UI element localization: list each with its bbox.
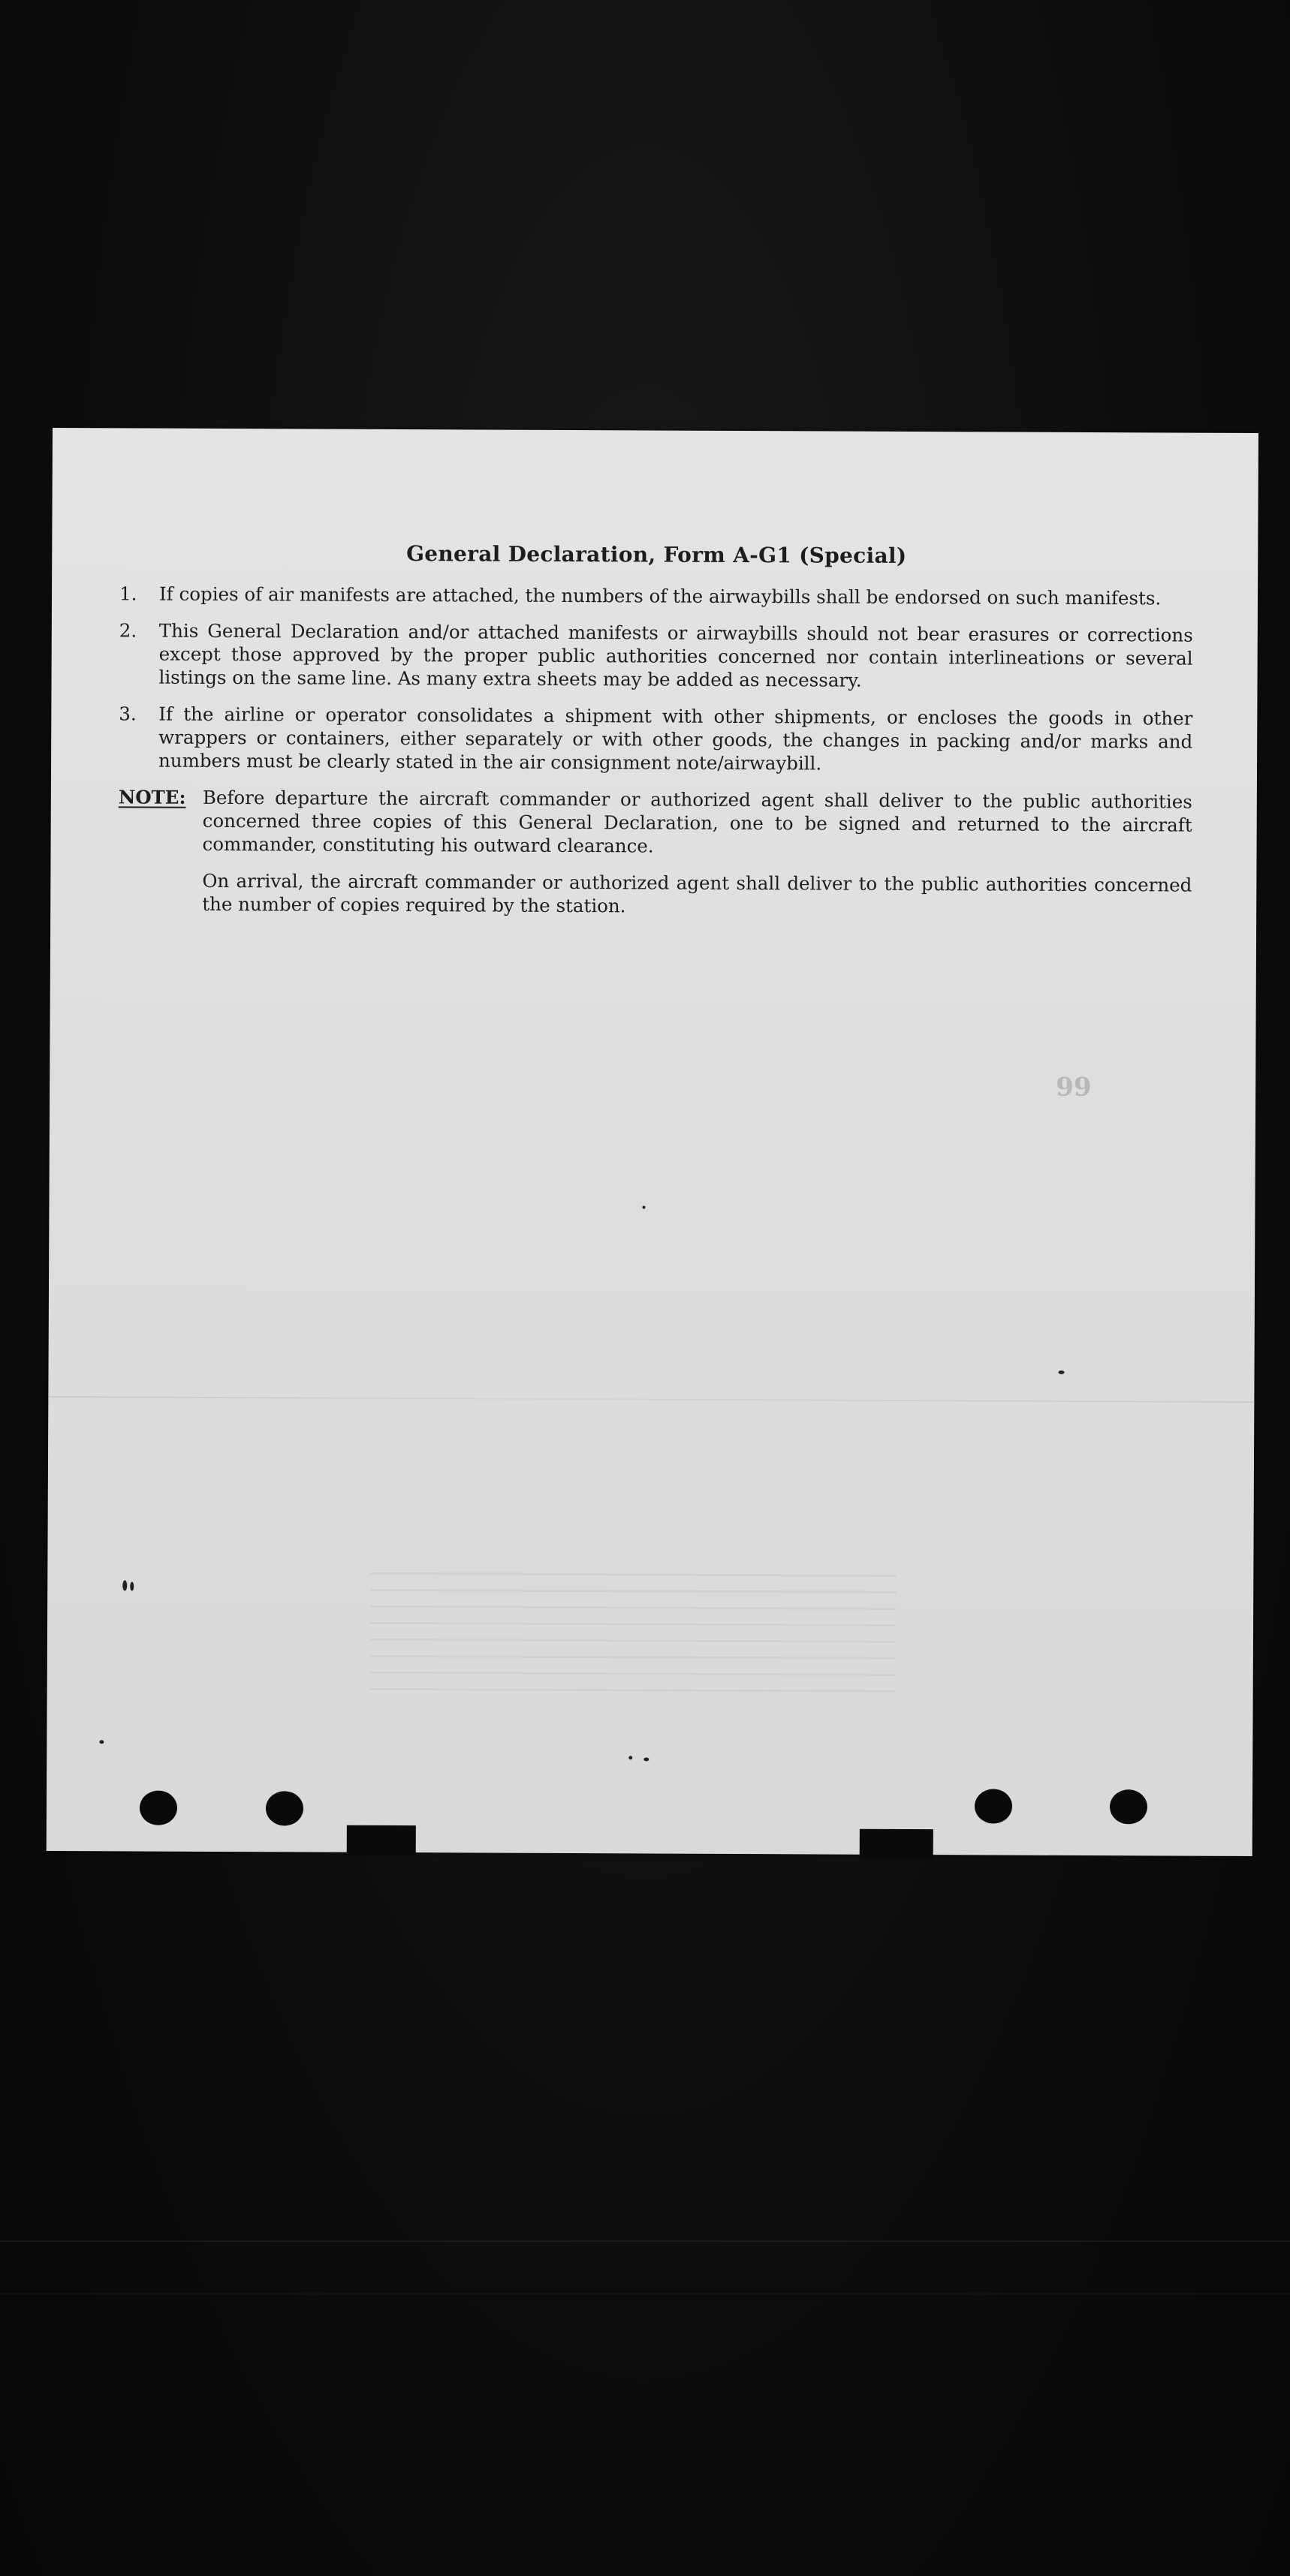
note-label: NOTE:: [118, 786, 186, 808]
dust-speck: [122, 1580, 127, 1590]
page-fold-crease: [48, 1396, 1254, 1403]
dust-speck: [130, 1581, 134, 1590]
item-number: 2.: [119, 619, 137, 642]
scan-artifact-line: [0, 2240, 1290, 2242]
note-section: [118, 785, 1192, 933]
faint-stamp-mark: 66: [1056, 1070, 1092, 1101]
note-paragraph: On arrival, the aircraft commander or authorized agent shall deliver to the public authorities concerned the number of copies required by the station.: [202, 869, 1192, 917]
dust-speck: [643, 1757, 649, 1761]
dust-speck: [1059, 1371, 1065, 1374]
instruction-item: [119, 702, 1192, 776]
instructions-block: [118, 540, 1193, 933]
punch-hole: [975, 1789, 1012, 1823]
note-body: [202, 786, 1192, 934]
instruction-item: [119, 618, 1192, 693]
item-text: This General Declaration and/or attached manifests or airwaybills should not bear erasures or corrections except those approved by the proper public authorities concerned nor contain interlineations or several listings on the same line. As many extra sheets may be added as necessary.: [158, 619, 1193, 691]
bleed-through-ghost: [370, 1570, 897, 1693]
binding-notch: [347, 1825, 416, 1855]
item-text: If copies of air manifests are attached, the numbers of the airwaybills shall be endorsed on such manifests.: [158, 582, 1162, 609]
item-number: 1.: [119, 582, 137, 605]
scan-artifact-line: [0, 2293, 1290, 2295]
binding-notch: [860, 1829, 933, 1859]
dust-speck: [99, 1740, 104, 1744]
punch-hole: [266, 1791, 303, 1825]
punch-hole: [140, 1791, 177, 1825]
item-number: 3.: [119, 703, 137, 725]
punch-hole: [1110, 1789, 1147, 1824]
dust-speck: [628, 1756, 632, 1759]
note-paragraph: Before departure the aircraft commander or authorized agent shall deliver to the public authorities concerned three copies of this General Declaration, one to be signed and returned to the aircraft commander, constituting his outward clearance.: [202, 786, 1192, 857]
form-title: General Declaration, Form A-G1 (Special): [406, 541, 907, 568]
dust-speck: [642, 1205, 645, 1208]
instruction-item: [119, 582, 1193, 609]
item-text: If the airline or operator consolidates a shipment with other shipments, or encloses the goods in other wrappers or containers, either separately or with other goods, the changes in packing and/or marks and numbers must be clearly stated in the air consignment note/airwaybill.: [158, 703, 1193, 775]
document-page: [47, 428, 1258, 1856]
